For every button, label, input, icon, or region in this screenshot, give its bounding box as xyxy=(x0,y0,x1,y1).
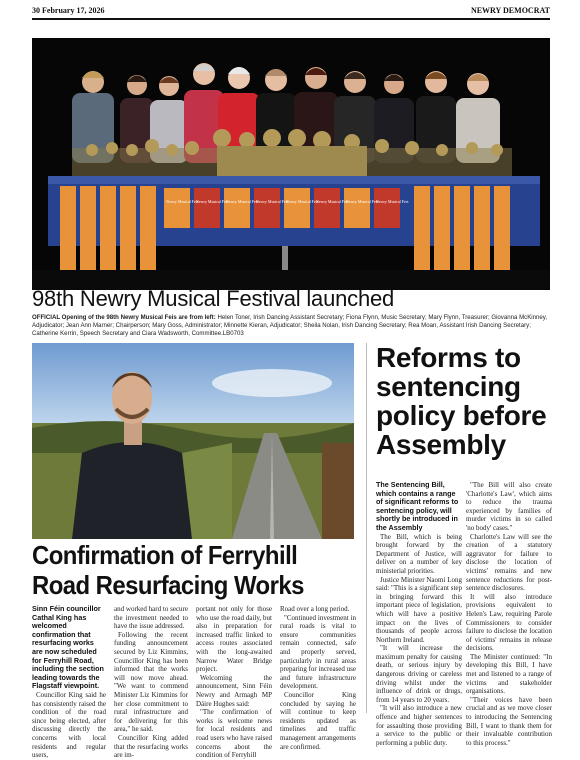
road-lead: Sinn Féin councillor Cathal King has welcomed confirmation that resurfacing works are now scheduled for Ferryhill Road, including the section leading towards the Flagstaff viewpoint. xyxy=(32,604,104,691)
councillor-photo xyxy=(32,343,354,539)
reforms-headline: Reforms to sentencing policy before Assembly xyxy=(376,342,547,460)
road-col-3 xyxy=(196,605,272,760)
page-header xyxy=(32,4,550,20)
svg-text:Newry Musical Feis: Newry Musical Feis xyxy=(196,199,229,204)
svg-text:Newry Musical Feis: Newry Musical Feis xyxy=(376,199,409,204)
road-paragraph: Councillor King concluded by saying he will continue to keep residents updated as timelines and traffic management arrangements are confirmed. xyxy=(280,690,356,751)
reforms-paragraph: "It will also introduce a new offence and higher sentences for assaulting those providing a service to the public or performing a public duty. xyxy=(376,704,462,747)
reforms-paragraph: "It will increase the maximum penalty for causing death, or serious injury by dangerous driving or careless driving whilst under the influence of drink or drugs, from 14 years to 20 years. xyxy=(376,644,462,704)
caption-lead: OFFICIAL Opening of the 98th Newry Musical Feis are from left: xyxy=(32,314,216,321)
road-paragraph: portant not only for those who use the road daily, but also in preparation for increased traffic linked to access routes associated with the long-awaited Narrow Water Bridge project. xyxy=(196,605,272,674)
reforms-paragraph: It will also introduce provisions equivalent to Helen's Law, requiring Parole Commissioners to consider failure to disclose the location of victims' remains in release decisions. xyxy=(466,592,552,653)
paper-name: NEWRY DEMOCRAT xyxy=(470,6,550,15)
reforms-paragraph: The Bill, which is being brought forward by the Department of Justice, will deliver on a number of key ministerial priorities. xyxy=(376,532,462,575)
page-date: 30 February 17, 2026 xyxy=(32,6,105,15)
svg-text:Newry Musical Feis: Newry Musical Feis xyxy=(226,199,259,204)
sash-labels xyxy=(166,199,409,204)
reforms-paragraph: The Minister continued: "In developing this Bill, I have met and listened to a range of victims and stakeholder organisations. xyxy=(466,652,552,696)
caption-body: Helen Toner, Irish Dancing Assistant Secretary; Fiona Flynn, Music Secretary; Mary Flynn, Treasurer; Giovanna McKinney, Adjudicator; Jean Ann Marner; Chairperson; Mary Goss, Administrator; Minnette Kieran, Adjudicator; Sheila Nolan, Irish Dancing Secretary; Rea Moan, Assistant Irish Dancing Secretary; Catherine Kerrin, Speech Secretary and Ciara Wadsworth, Committee.LB0703 xyxy=(32,314,548,337)
road-col-4 xyxy=(280,605,356,751)
reforms-col-1 xyxy=(376,481,462,747)
road-headline: Confirmation of Ferryhill Road Resurfacing Works xyxy=(32,540,304,600)
festival-headline: 98th Newry Musical Festival launched xyxy=(32,286,395,311)
reforms-paragraph: Charlotte's Law will see the creation of a statutory aggravator for failure to disclose the location of victims' remains and new sentence reductions for post-sentence disclosures. xyxy=(466,532,552,593)
road-paragraph: Following the recent funding announcement secured by Liz Kimmins, Councillor King has been informed that the works will now move ahead. "We want to commend Minister Liz Kimmins for her close commitment to rural infrastructure and for delivering for this area," he said. xyxy=(114,630,188,734)
reforms-paragraph: "The Bill will also create 'Charlotte's Law', which aims to reduce the trauma experienced by families of murder victims in so called 'no body' cases." xyxy=(466,481,552,532)
reforms-col-2 xyxy=(466,481,552,747)
reforms-lead: The Sentencing Bill, which contains a range of significant reforms to sentencing policy, will shortly be introduced in the Assembly xyxy=(376,480,459,532)
road-paragraph: "The confirmation of works is welcome news for local residents and road users who have raised concerns about the condition of Ferryhill xyxy=(196,708,272,760)
road-paragraph: Road over a long period. xyxy=(280,605,350,613)
svg-text:Newry Musical Feis: Newry Musical Feis xyxy=(166,199,199,204)
column-divider xyxy=(366,343,367,713)
festival-caption xyxy=(32,314,550,338)
svg-text:Newry Musical Feis: Newry Musical Feis xyxy=(286,199,319,204)
road-paragraph: Councillor King said he has consistently raised the condition of the road since being elected, after discussing directly the concerns with local residents and regular users, xyxy=(32,690,106,760)
road-col-1 xyxy=(32,605,106,760)
road-paragraph: "Continued investment in rural roads is vital to ensure communities remain connected, safe and properly served, particularly in rural areas preparing for increased use and future infrastructure development. xyxy=(280,613,356,691)
road-col-2 xyxy=(114,605,188,760)
svg-text:Newry Musical Feis: Newry Musical Feis xyxy=(256,199,289,204)
road-paragraph: Councillor King added that the resurfacing works are im- xyxy=(114,733,188,760)
festival-photo xyxy=(32,38,550,290)
reforms-paragraph: Justice Minister Naomi Long said: "This is a significant step in bringing forward this important piece of legislation, which will have a positive impact on the lives of thousands of people across Northern Ireland. xyxy=(376,575,462,644)
svg-text:Newry Musical Feis: Newry Musical Feis xyxy=(316,199,349,204)
reforms-paragraph: "Their voices have been crucial and as we move closer to introducing the Sentencing Bill, I want to thank them for their invaluable contribution to this process." xyxy=(466,695,552,747)
svg-text:Newry Musical Feis: Newry Musical Feis xyxy=(346,199,379,204)
road-paragraph: Welcoming the announcement, Sinn Féin Newry and Armagh MP Dáire Hughes said: xyxy=(196,673,272,708)
road-paragraph: and worked hard to secure the investment needed to have the issue addressed. xyxy=(114,605,188,631)
